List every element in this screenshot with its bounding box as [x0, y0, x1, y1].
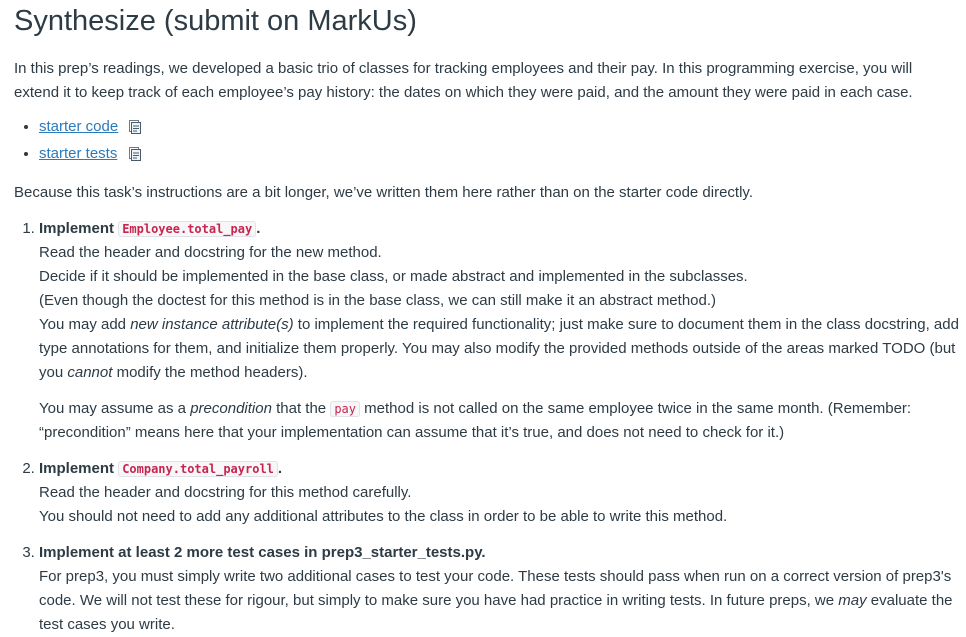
- task-line: (Even though the doctest for this method is in the base class, we can still make it an abstract method.): [39, 292, 717, 309]
- emphasis: precondition: [190, 400, 272, 417]
- task-list: [14, 217, 960, 637]
- task-line: Decide if it should be implemented in the base class, or made abstract and implemented in the subclasses.: [39, 268, 748, 285]
- starter-tests-link[interactable]: starter tests: [39, 145, 118, 162]
- task-paragraph: [39, 397, 960, 445]
- text: to implement the required functionality; just make sure to document them in the class docstring, add type annotations for them, and initialize them properly. You may also modify the provided methods outside of the areas marked TODO (but you: [39, 316, 959, 381]
- starter-links: [14, 115, 960, 169]
- task-heading: 3. Implement at least 2 more test cases in prep3_starter_tests.py.: [39, 544, 486, 561]
- task-heading: [39, 457, 960, 481]
- text: For prep3, you must simply write two additional cases to test your code. These tests should pass when run on a correct version of prep3's code. We will not test these for rigour, but simply to make sure you have had practice in writing tests. In future preps, we: [39, 568, 952, 609]
- task-heading-text: Implement: [39, 220, 119, 237]
- task-item: [39, 457, 960, 529]
- task-line: [39, 565, 960, 637]
- task-line: [39, 313, 960, 385]
- inline-code: Employee.total_pay: [118, 221, 256, 237]
- starter-code-link[interactable]: starter code: [39, 118, 119, 135]
- text: method is not called on the same employee twice in the same month. (Remember: “precondition” means here that your implementation can assume that it’s true, and does not need to check for it.): [39, 400, 912, 441]
- text: You may assume as a: [39, 400, 191, 417]
- task-heading: [39, 217, 960, 241]
- because-paragraph: Because this task’s instructions are a bit longer, we’ve written them here rather than on the starter code directly.: [14, 184, 753, 201]
- task-heading-punct: .: [277, 460, 283, 477]
- task-item: [39, 217, 960, 445]
- emphasis: cannot: [67, 364, 113, 381]
- task-item: [39, 541, 960, 637]
- text: You may add: [39, 316, 131, 333]
- text: evaluate the test cases you write.: [39, 592, 953, 633]
- emphasis: new instance attribute(s): [130, 316, 294, 333]
- task-line: Read the header and docstring for the new method.: [39, 244, 382, 261]
- intro-paragraph: In this prep’s readings, we developed a basic trio of classes for tracking employees and their pay. In this programming exercise, you will extend it to keep track of each employee’s pay history: the dates on which they were paid, and the amount they were paid in each case.: [14, 60, 913, 101]
- list-item: [39, 115, 960, 142]
- text: modify the method headers).: [112, 364, 308, 381]
- task-line: Read the header and docstring for this method carefully.: [39, 484, 412, 501]
- page-title: Synthesize (submit on MarkUs): [14, 5, 417, 37]
- task-heading-text: Implement: [39, 460, 119, 477]
- emphasis: may: [838, 592, 867, 609]
- task-line: You should not need to add any additional attributes to the class in order to be able to write this method.: [39, 508, 728, 525]
- file-download-icon[interactable]: [128, 118, 142, 142]
- inline-code: Company.total_payroll: [118, 461, 278, 477]
- file-download-icon[interactable]: [128, 145, 142, 169]
- list-item: [39, 142, 960, 169]
- text: that the: [271, 400, 331, 417]
- task-heading-punct: .: [256, 220, 261, 237]
- inline-code: pay: [330, 401, 360, 417]
